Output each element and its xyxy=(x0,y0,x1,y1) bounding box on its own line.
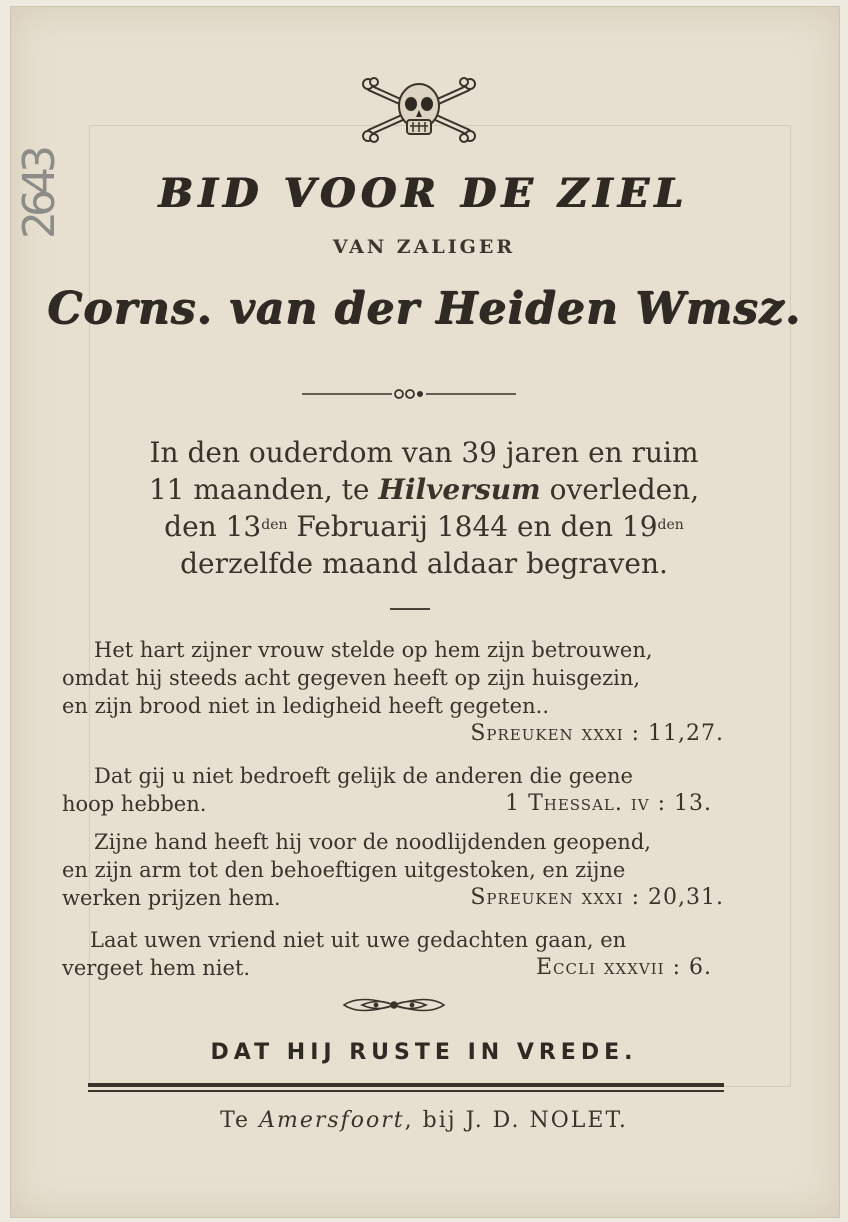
verse-line: omdat hij steeds acht gegeven heeft op zijn huisgezin, xyxy=(62,666,641,690)
verse-text: werken prijzen hem. xyxy=(62,886,281,910)
verse-line xyxy=(62,954,752,982)
printer-place: Amersfoort xyxy=(259,1108,405,1133)
card-title: BID VOOR DE ZIEL xyxy=(159,170,689,217)
text: den 13 xyxy=(164,510,262,543)
superscript: den xyxy=(261,517,288,533)
printer-name: , bij J. D. NOLET. xyxy=(404,1108,628,1133)
verse-block xyxy=(62,926,752,982)
verse-line: Laat uwen vriend niet uit uwe gedachten gaan, en xyxy=(90,928,627,952)
double-rule xyxy=(88,1083,724,1093)
closing-line: DAT HIJ RUSTE IN VREDE. xyxy=(210,1040,638,1065)
verse-line xyxy=(62,790,752,818)
verse-line: Het hart zijner vrouw stelde op hem zijn betrouwen, xyxy=(94,638,653,662)
announcement-line xyxy=(70,508,778,545)
verse-block xyxy=(62,762,752,818)
handwritten-catalog-number: 2643 xyxy=(14,151,65,239)
text: overleden, xyxy=(540,473,700,506)
verse-text: hoop hebben. xyxy=(62,792,207,816)
short-divider xyxy=(390,608,430,610)
verse-reference: Spreuken xxxi : 20,31. xyxy=(470,885,724,910)
verse-reference: Eccli xxxvii : 6. xyxy=(535,955,712,980)
verse-reference: 1 Thessal. iv : 13. xyxy=(505,791,712,816)
deceased-name: Corns. van der Heiden Wmsz. xyxy=(47,283,801,334)
card-subtitle: VAN ZALIGER xyxy=(332,236,516,258)
verse-line: en zijn brood niet in ledigheid heeft gegeten.. xyxy=(62,694,549,718)
ornamental-rule xyxy=(300,384,518,404)
verse-line: Dat gij u niet bedroeft gelijk de anderen die geene xyxy=(94,764,633,788)
verse-line: en zijn arm tot den behoeftigen uitgestoken, en zijne xyxy=(62,858,626,882)
printer-prefix: Te xyxy=(220,1108,260,1133)
announcement-line xyxy=(70,471,778,508)
text: 11 maanden, te xyxy=(148,473,379,506)
text: Februarij 1844 en den 19 xyxy=(287,510,658,543)
announcement-text xyxy=(70,434,778,582)
announcement-line: derzelfde maand aldaar begraven. xyxy=(180,547,668,580)
place-name: Hilversum xyxy=(378,473,541,506)
verse-text: vergeet hem niet. xyxy=(62,956,251,980)
printer-imprint xyxy=(0,1108,848,1133)
superscript: den xyxy=(657,517,684,533)
verse-reference: Spreuken xxxi : 11,27. xyxy=(470,721,724,746)
verse-block xyxy=(62,636,752,748)
announcement-line: In den ouderdom van 39 jaren en ruim xyxy=(149,436,699,469)
skull-crossbones-icon xyxy=(360,74,478,146)
verse-block xyxy=(62,828,752,912)
verse-line: Zijne hand heeft hij voor de noodlijdenden geopend, xyxy=(94,830,651,854)
ornament-icon xyxy=(340,990,448,1020)
verse-line xyxy=(62,884,752,912)
